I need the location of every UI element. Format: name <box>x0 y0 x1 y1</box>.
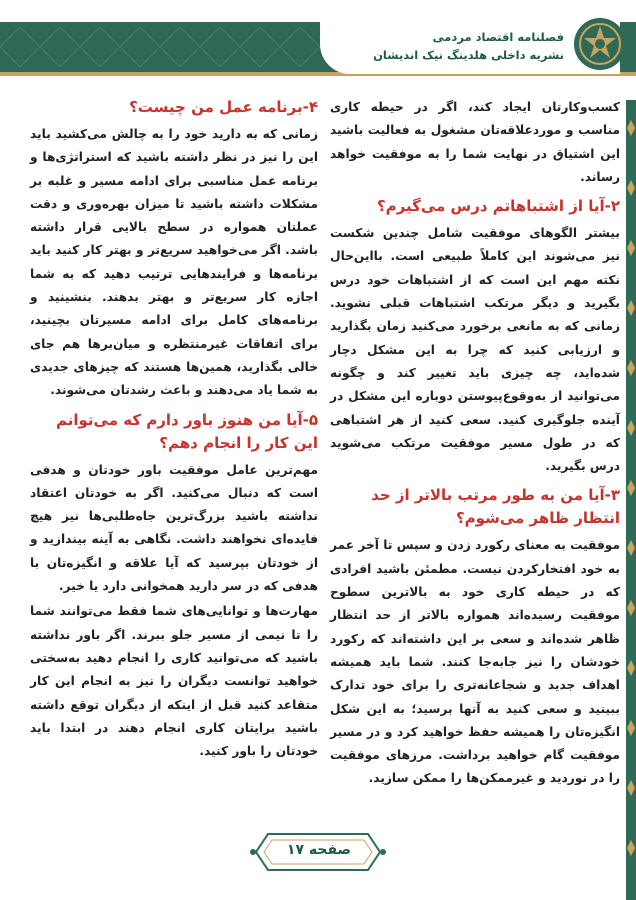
side-decoration <box>626 100 636 900</box>
section-5-paragraph-1: مهم‌ترین عامل موفقیت باور خودتان و هدفی است که دنبال می‌کنید. اگر به خودتان اعتقاد نداشته باشید بزرگ‌ترین جاه‌طلبی‌ها نیز هیچ فایده‌ای نخواهند داشت. نگاهی به آینه بیندازید و از خودتان بپرسید که آیا علاقه و انگیزه‌تان با هدفی که در سر دارید همخوانی دارد یا خیر. <box>30 462 318 594</box>
section-5-heading: ۵-آیا من هنوز باور دارم که می‌توانم این کار را انجام دهم؟ <box>55 410 318 452</box>
right-column <box>330 96 620 793</box>
header-emblem-icon <box>572 16 628 72</box>
magazine-subtitle: نشریه داخلی هلدینگ نیک اندیشان <box>373 48 564 62</box>
section-2-heading: ۲-آیا از اشتباهاتم درس می‌گیرم؟ <box>376 197 620 216</box>
section-3-paragraph: موفقیت به معنای رکورد زدن و سپس تا آخر عمر به خود افتخارکردن نیست. مطمئن باشید افرادی که در حیطه کاری خود به بالاترین سطوح موفقیت رسیده‌اند همواره بالاتر از حد انتظار ظاهر شده‌اند و سعی بر این داشته‌اند که رکورد خودشان را نیز جابه‌جا کنند. شما باید همیشه اهداف جدید و شجاعانه‌تری را برای خود تدارک ببینید و سعی کنید به آنها برسید؛ به این شکل انگیزه‌تان را همیشه حفظ خواهید کرد و در مسیر موفقیت گام خواهید برداشت. مرزهای موفقیت را در نوردید و غیرممکن‌ها را ممکن سازید. <box>330 538 620 786</box>
section-5-paragraph-2: مهارت‌ها و توانایی‌های شما فقط می‌توانند شما را تا نیمی از مسیر جلو ببرند. اگر باور نداشته باشید که می‌توانید کاری را انجام دهید به‌سختی خواهید توانست دیگران را نیز به انجام این کار متقاعد کنید قبل از اینکه از دیگران توقع داشته باشید برایتان کاری انجام دهند در ابتدا باید خودتان را باور کنید. <box>30 604 318 759</box>
section-3-heading: ۳-آیا من به طور مرتب بالاتر از حد انتظار ظاهر می‌شوم؟ <box>371 486 620 528</box>
header-pattern <box>0 22 330 72</box>
intro-paragraph: کسب‌وکارتان ایجاد کند، اگر در حیطه کاری مناسب و موردعلاقه‌تان مشغول به فعالیت باشید این اشتیاق در نهایت شما را به موفقیت خواهد رساند. <box>330 100 620 184</box>
page-number: صفحه ۱۷ <box>286 842 352 858</box>
section-2-paragraph: بیشتر الگوهای موفقیت شامل چندین شکست نیز می‌شوند این کاملاً طبیعی است. بااین‌حال نکته مهم این است که از اشتباهات خود درس بگیرید و دیگر مرتکب اشتباهات قبلی نشوید. زمانی که به مانعی برخورد می‌کنید زمان بگذارید و ارزیابی کنید که چرا به این مشکل دچار شده‌اید، چه چیزی باید تغییر کند و چگونه می‌توانید از به‌وقوع‌پیوستن دوباره این مشکل در آینده جلوگیری کنید. سعی کنید از هر اشتباهی که در طول مسیر موفقیت مرتکب می‌شوید درس بگیرید. <box>330 226 620 474</box>
magazine-title: فصلنامه اقتصاد مردمی <box>432 30 564 44</box>
section-4-heading: ۴-برنامه عمل من چیست؟ <box>129 98 318 116</box>
section-4-paragraph: زمانی که به دارید خود را به چالش می‌کشید باید این را نیز در نظر داشته باشید که استراتژی‌ها و برنامه عمل مناسبی برای ادامه مسیر و غلبه بر مشکلات داشته باشید تا میزان بهره‌وری و دقت عملتان همواره در سطح بالایی قرار داشته باشد. اگر می‌خواهید سریع‌تر و بهتر کار کنید باید برنامه‌ها و فرایندهایی ترتیب دهید که به شما اجازه کار سریع‌تر و بهتر بدهند. بنشینید و برنامه‌های کامل برای ادامه مسیرتان بچینید، برای اتفاقات غیرمنتظره و میان‌برها هم جای خالی بگذارید، همین‌ها هستند که چیزهای جدیدی به شما یاد می‌دهند و باعث رشدتان می‌شوند. <box>30 127 318 398</box>
left-column <box>30 96 318 765</box>
